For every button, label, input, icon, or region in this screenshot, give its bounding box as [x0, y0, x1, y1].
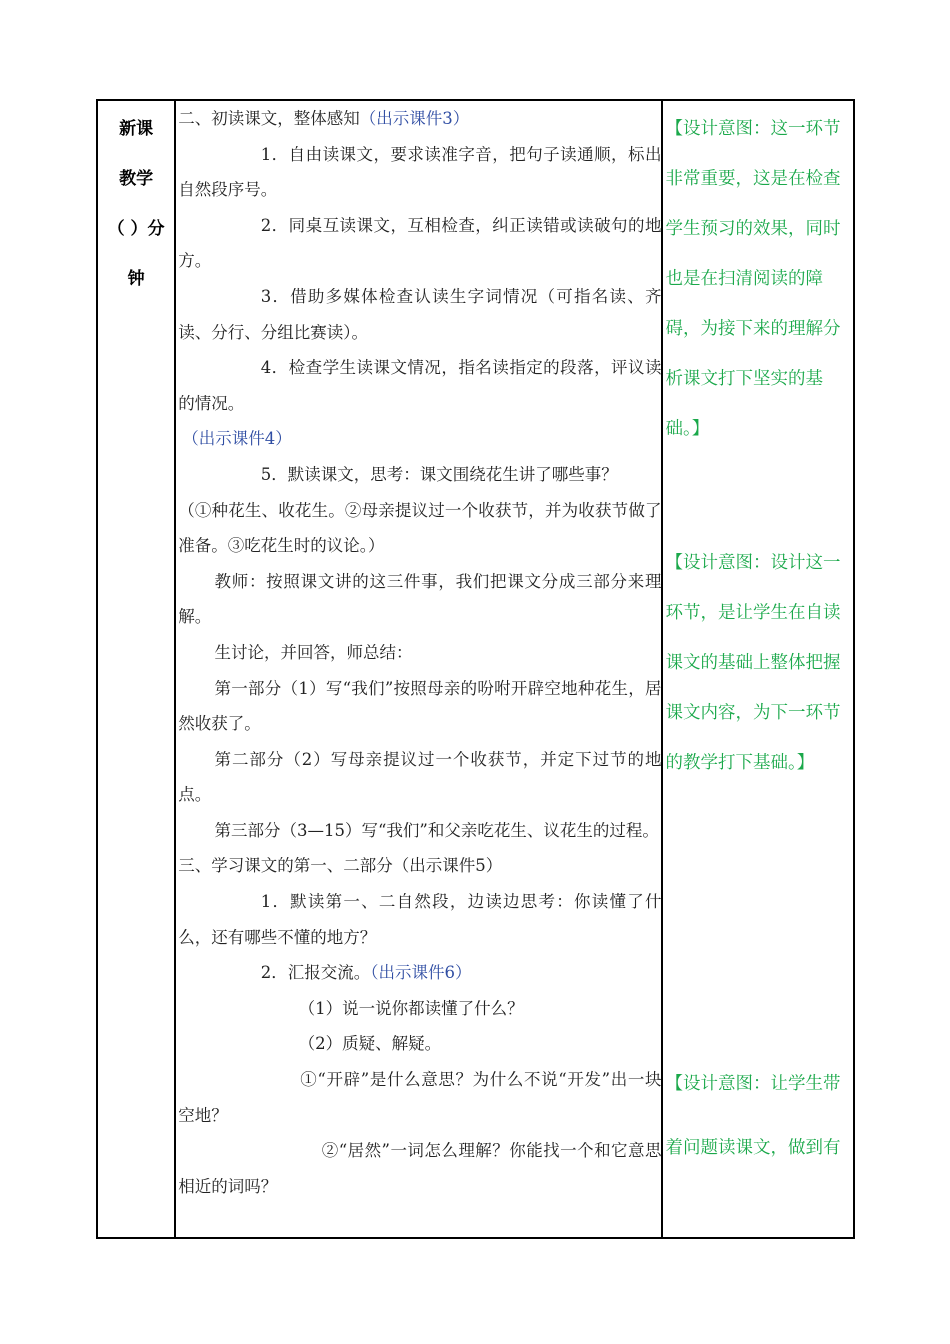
design-note: 【设计意图：这一环节非常重要，这是在检查学生预习的效果，同时也是在扫清阅读的障碍，为接下来的理解分析课文打下坚实的基础。】	[665, 119, 841, 439]
section3-heading: 三、学习课文的第一、二部分（出示课件5）	[178, 856, 503, 876]
side-label-line: 教学	[119, 169, 154, 189]
lesson-plan-table	[96, 99, 855, 1239]
courseware-ref: （出示课件6）	[370, 963, 472, 983]
paragraph: 2．汇报交流。（出示课件6）	[260, 963, 472, 983]
paragraph: 教师：按照课文讲的这三件事，我们把课文分成三部分来理解。	[178, 571, 662, 627]
courseware-ref: （出示课件4）	[182, 429, 292, 449]
paragraph: ②“居然”一词怎么理解？你能找一个和它意思相近的词吗？	[178, 1141, 662, 1196]
paragraph: 1．自由读课文，要求读准字音，把句子读通顺，标出自然段序号。	[178, 144, 662, 200]
side-label-line: 钟	[127, 269, 145, 289]
paragraph: 第一部分（1）写“我们”按照母亲的吩咐开辟空地种花生，居然收获了。	[178, 678, 662, 734]
paragraph: 5．默读课文，思考：课文围绕花生讲了哪些事？	[260, 464, 618, 484]
paragraph: （2）质疑、解疑。	[298, 1034, 442, 1054]
side-label-line: （ ）分	[107, 219, 165, 239]
paragraph: 第三部分（3—15）写“我们”和父亲吃花生、议花生的过程。	[214, 820, 659, 840]
side-label-cell	[97, 100, 175, 1238]
paragraph: 1．默读第一、二自然段，边读边思考：你读懂了什么，还有哪些不懂的地方？	[178, 892, 662, 947]
design-note: 【设计意图：设计这一环节，是让学生在自读课文的基础上整体把握课文内容，为下一环节的教学打下基础。】	[665, 553, 841, 773]
design-notes	[663, 104, 853, 1180]
design-note: 【设计意图：让学生带着问题读课文，做到有	[665, 1074, 841, 1158]
paragraph: 第二部分（2）写母亲提议过一个收获节，并定下过节的地点。	[178, 749, 662, 805]
paragraph: 生讨论，并回答，师总结：	[214, 642, 413, 662]
paragraph: 4．检查学生读课文情况，指名读指定的段落，评议读的情况。	[178, 358, 662, 413]
content-cell	[175, 100, 662, 1238]
paragraph: （①种花生、收花生。②母亲提议过一个收获节，并为收获节做了准备。③吃花生时的议论。）	[178, 500, 662, 556]
lesson-content	[176, 101, 661, 1204]
side-label-line: 新课	[119, 119, 154, 139]
paragraph: ①“开辟”是什么意思？为什么不说“开发”出一块空地？	[178, 1070, 662, 1125]
paragraph: 2．同桌互读课文，互相检查，纠正读错或读破句的地方。	[178, 215, 662, 271]
side-label	[98, 101, 174, 304]
courseware-ref: （出示课件3）	[359, 109, 470, 128]
section2-heading: 二、初读课文，整体感知（出示课件3）	[178, 109, 470, 128]
paragraph: 3．借助多媒体检查认读生字词情况（可指名读、齐读、分行、分组比赛读）。	[178, 286, 662, 342]
design-cell	[662, 100, 854, 1238]
paragraph: （1）说一说你都读懂了什么？	[298, 998, 524, 1018]
